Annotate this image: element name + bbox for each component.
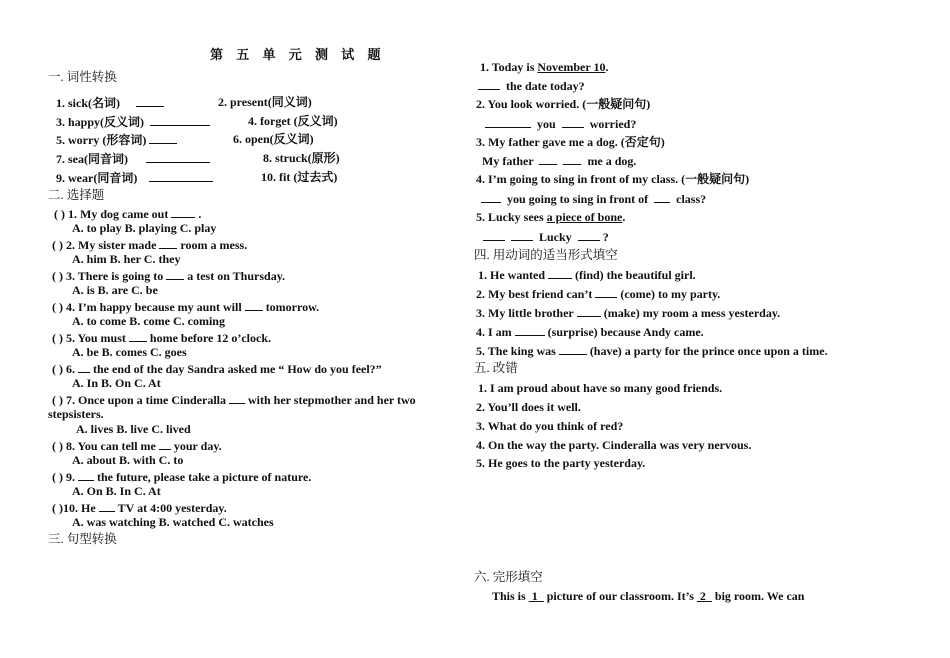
answer-blank[interactable]	[562, 116, 584, 128]
verb-item: 2. My best friend can’t (come) to my party.	[476, 287, 721, 301]
question-options: A. to come B. come C. coming	[72, 314, 225, 328]
transform-item: 2. You look worried. (一般疑问句)	[476, 97, 651, 111]
answer-blank[interactable]	[511, 229, 533, 241]
question-item: ( ) 1. My dog came out .	[54, 207, 202, 221]
answer-blank[interactable]	[99, 500, 115, 512]
section-heading-4: 四. 用动词的适当形式填空	[474, 248, 618, 262]
verb-item: 1. He wanted (find) the beautiful girl.	[478, 268, 696, 282]
cloze-number[interactable]: 1	[531, 589, 538, 603]
word-item: 8. struck(原形)	[263, 151, 340, 165]
question-item: ( ) 4. I’m happy because my aunt will tomorrow.	[52, 300, 320, 314]
answer-blank[interactable]	[166, 268, 184, 280]
transform-item: 3. My father gave me a dog. (否定句)	[476, 135, 665, 149]
question-options: A. him B. her C. they	[72, 252, 181, 266]
correction-item: 3. What do you think of red?	[476, 419, 624, 433]
answer-blank[interactable]	[481, 191, 501, 203]
answer-blank[interactable]	[245, 299, 263, 311]
answer-blank[interactable]	[654, 191, 670, 203]
answer-blank[interactable]	[515, 324, 545, 336]
question-options: A. to play B. playing C. play	[72, 221, 217, 235]
question-options: A. On B. In C. At	[72, 484, 161, 498]
question-options: A. about B. with C. to	[72, 453, 184, 467]
word-item: 3. happy(反义词)	[56, 114, 213, 129]
word-item: 1. sick(名词)	[56, 95, 167, 110]
section-heading-5: 五. 改错	[474, 361, 518, 375]
verb-item: 4. I am (surprise) because Andy came.	[476, 325, 704, 339]
answer-blank[interactable]	[577, 305, 601, 317]
answer-blank[interactable]	[129, 330, 147, 342]
correction-item: 1. I am proud about have so many good friends.	[478, 381, 723, 395]
cloze-number[interactable]: 2	[699, 589, 706, 603]
question-item: ( ) 8. You can tell me your day.	[52, 439, 222, 453]
transform-item: 1. Today is November 10.	[480, 60, 609, 74]
answer-blank[interactable]	[539, 153, 557, 165]
answer-blank[interactable]	[78, 361, 90, 373]
transform-item: 4. I’m going to sing in front of my class. (一般疑问句)	[476, 172, 750, 186]
word-item: 10. fit (过去式)	[261, 170, 338, 184]
answer-blank[interactable]	[146, 151, 210, 163]
answer-blank[interactable]	[578, 229, 600, 241]
answer-blank[interactable]	[150, 114, 210, 126]
answer-blank[interactable]	[563, 153, 581, 165]
question-options: A. lives B. live C. lived	[76, 422, 191, 436]
question-options: A. is B. are C. be	[72, 283, 158, 297]
verb-item: 3. My little brother (make) my room a mess yesterday.	[476, 306, 781, 320]
answer-blank[interactable]	[483, 229, 505, 241]
transform-item: Lucky ?	[480, 229, 609, 244]
word-item: 6. open(反义词)	[233, 132, 314, 146]
answer-blank[interactable]	[136, 95, 164, 107]
word-item: 7. sea(同音词)	[56, 151, 213, 166]
verb-item: 5. The king was (have) a party for the prince once upon a time.	[476, 344, 828, 358]
transform-item: the date today?	[478, 78, 585, 93]
transform-item: you going to sing in front of class?	[478, 191, 706, 206]
question-continuation: stepsisters.	[48, 407, 104, 421]
transform-item: 5. Lucky sees a piece of bone.	[476, 210, 626, 224]
answer-blank[interactable]	[159, 237, 177, 249]
word-item: 9. wear(同音词)	[56, 170, 216, 185]
question-options: A. In B. On C. At	[72, 376, 161, 390]
section-heading-6: 六. 完形填空	[474, 570, 543, 584]
page-title: 第 五 单 元 测 试 题	[210, 47, 386, 62]
question-options: A. be B. comes C. goes	[72, 345, 187, 359]
answer-blank[interactable]	[78, 469, 94, 481]
question-item: ( ) 5. You must home before 12 o’clock.	[52, 331, 271, 345]
section-heading-2: 二. 选择题	[48, 188, 105, 202]
word-item: 4. forget (反义词)	[248, 114, 338, 128]
question-options: A. was watching B. watched C. watches	[72, 515, 274, 529]
question-item: ( ) 3. There is going to a test on Thursday.	[52, 269, 286, 283]
answer-blank[interactable]	[149, 132, 177, 144]
transform-item: you worried?	[482, 116, 636, 131]
answer-blank[interactable]	[595, 286, 617, 298]
answer-blank[interactable]	[548, 267, 572, 279]
question-item: ( ) 2. My sister made room a mess.	[52, 238, 248, 252]
answer-blank[interactable]	[478, 78, 500, 90]
correction-item: 5. He goes to the party yesterday.	[476, 456, 646, 470]
question-item: ( ) 6. the end of the day Sandra asked me “ How do you feel?”	[52, 362, 382, 376]
correction-item: 2. You’ll does it well.	[476, 400, 581, 414]
word-item: 2. present(同义词)	[218, 95, 312, 109]
section-heading-1: 一. 词性转换	[48, 70, 117, 84]
question-item: ( ) 7. Once upon a time Cinderalla with her stepmother and her two	[52, 393, 416, 407]
correction-item: 4. On the way the party. Cinderalla was very nervous.	[476, 438, 752, 452]
transform-item: My father me a dog.	[482, 154, 637, 168]
answer-blank[interactable]	[159, 438, 171, 450]
word-item: 5. worry (形容词)	[56, 132, 180, 147]
answer-blank[interactable]	[149, 170, 213, 182]
question-item: ( ) 9. the future, please take a picture of nature.	[52, 470, 312, 484]
cloze-passage: This is 1 picture of our classroom. It’s 2 big room. We can	[492, 589, 805, 603]
section-heading-3: 三. 句型转换	[48, 532, 117, 546]
answer-blank[interactable]	[229, 392, 245, 404]
answer-blank[interactable]	[559, 343, 587, 355]
answer-blank[interactable]	[171, 206, 195, 218]
answer-blank[interactable]	[485, 116, 531, 128]
question-item: ( )10. He TV at 4:00 yesterday.	[52, 501, 227, 515]
